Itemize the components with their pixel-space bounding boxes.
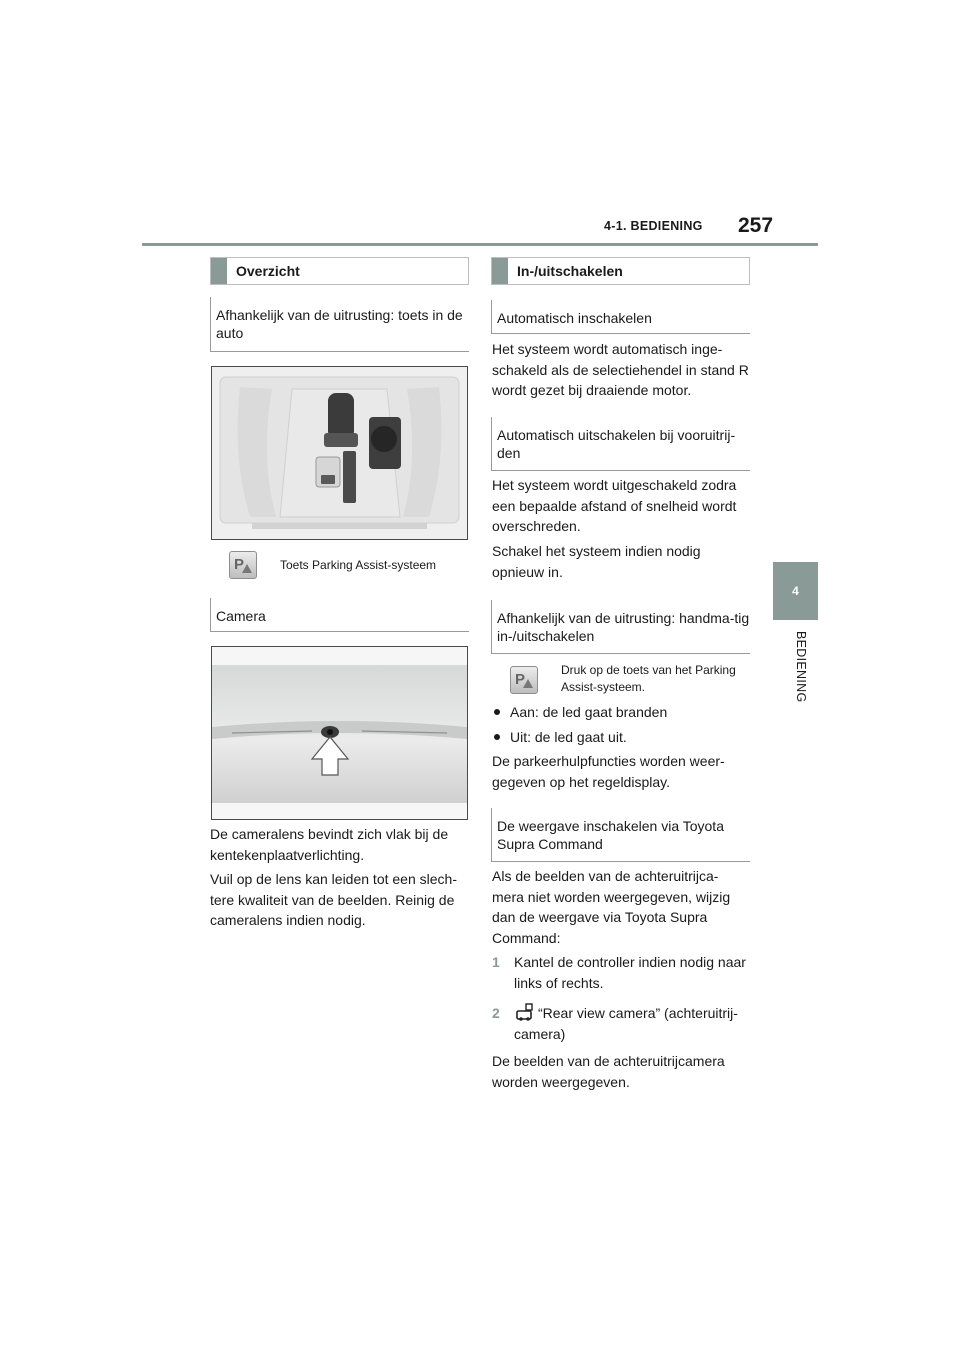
title-marker — [211, 258, 227, 284]
auto-off-reenable-text: Schakel het systeem indien nodig opnieuw in. — [492, 543, 701, 580]
rear-view-camera-icon — [514, 1003, 536, 1021]
parking-assist-button-icon: P — [229, 551, 257, 579]
display-text: De parkeerhulpfuncties worden weer-gegeven op het regeldisplay. — [492, 753, 725, 790]
manual-button-text: Druk op de toets van het Parking Assist-systeem. — [561, 663, 736, 694]
camera-heading: Camera — [210, 598, 469, 632]
step-2: 2 “Rear view camera” (achteruitrij-camera) — [492, 1005, 738, 1042]
supra-heading: De weergave inschakelen via Toyota Supra Command — [491, 808, 750, 862]
page-number: 257 — [738, 214, 774, 237]
bullet-off: Uit: de led gaat uit. — [494, 727, 750, 748]
closing-text: De beelden van de achteruitrijcamera worden weergegeven. — [492, 1053, 725, 1090]
camera-dirt-text: Vuil op de lens kan leiden tot een slech-tere kwaliteit van de beelden. Reinig de cameralens indien nodig. — [210, 871, 457, 928]
auto-off-heading: Automatisch uitschakelen bij vooruitrij-den — [491, 417, 750, 471]
camera-location-text: De cameralens bevindt zich vlak bij de kentekenplaatverlichting. — [210, 826, 449, 863]
camera-figure — [211, 646, 468, 820]
overview-title: Overzicht — [236, 263, 300, 279]
equipment-note-heading: Afhankelijk van de uitrusting: toets in de auto — [210, 297, 469, 352]
chapter-label: BEDIENING — [794, 631, 808, 703]
title-marker — [492, 258, 508, 284]
auto-on-text: Het systeem wordt automatisch inge-schakeld als de selectiehendel in stand R wordt gezet bij draaiende motor. — [492, 341, 749, 398]
manual-heading: Afhankelijk van de uitrusting: handma-tig in-/uitschakelen — [491, 600, 750, 654]
step-1: 1 Kantel de controller indien nodig naar links of rechts. — [492, 954, 746, 991]
chapter-tab: 4 — [773, 562, 818, 620]
section-title: 4-1. BEDIENING — [604, 219, 703, 233]
auto-off-text: Het systeem wordt uitgeschakeld zodra een bepaalde afstand of snelheid wordt overschreden. — [492, 477, 737, 534]
button-caption: Toets Parking Assist-systeem — [280, 558, 437, 572]
switch-title-bar — [491, 257, 750, 285]
console-illustration — [212, 367, 467, 539]
supra-intro: Als de beelden van de achteruitrijca-mera niet worden weergegeven, wijzig dan de weergave via Toyota Supra Command: — [492, 868, 731, 946]
console-figure — [211, 366, 468, 540]
header-rule — [142, 243, 818, 246]
parking-assist-button-icon: P — [510, 666, 538, 694]
switch-title: In-/uitschakelen — [517, 263, 623, 279]
camera-illustration — [212, 647, 467, 819]
auto-on-heading: Automatisch inschakelen — [491, 300, 750, 334]
bullet-on: Aan: de led gaat branden — [494, 702, 750, 723]
overview-title-bar — [210, 257, 469, 285]
